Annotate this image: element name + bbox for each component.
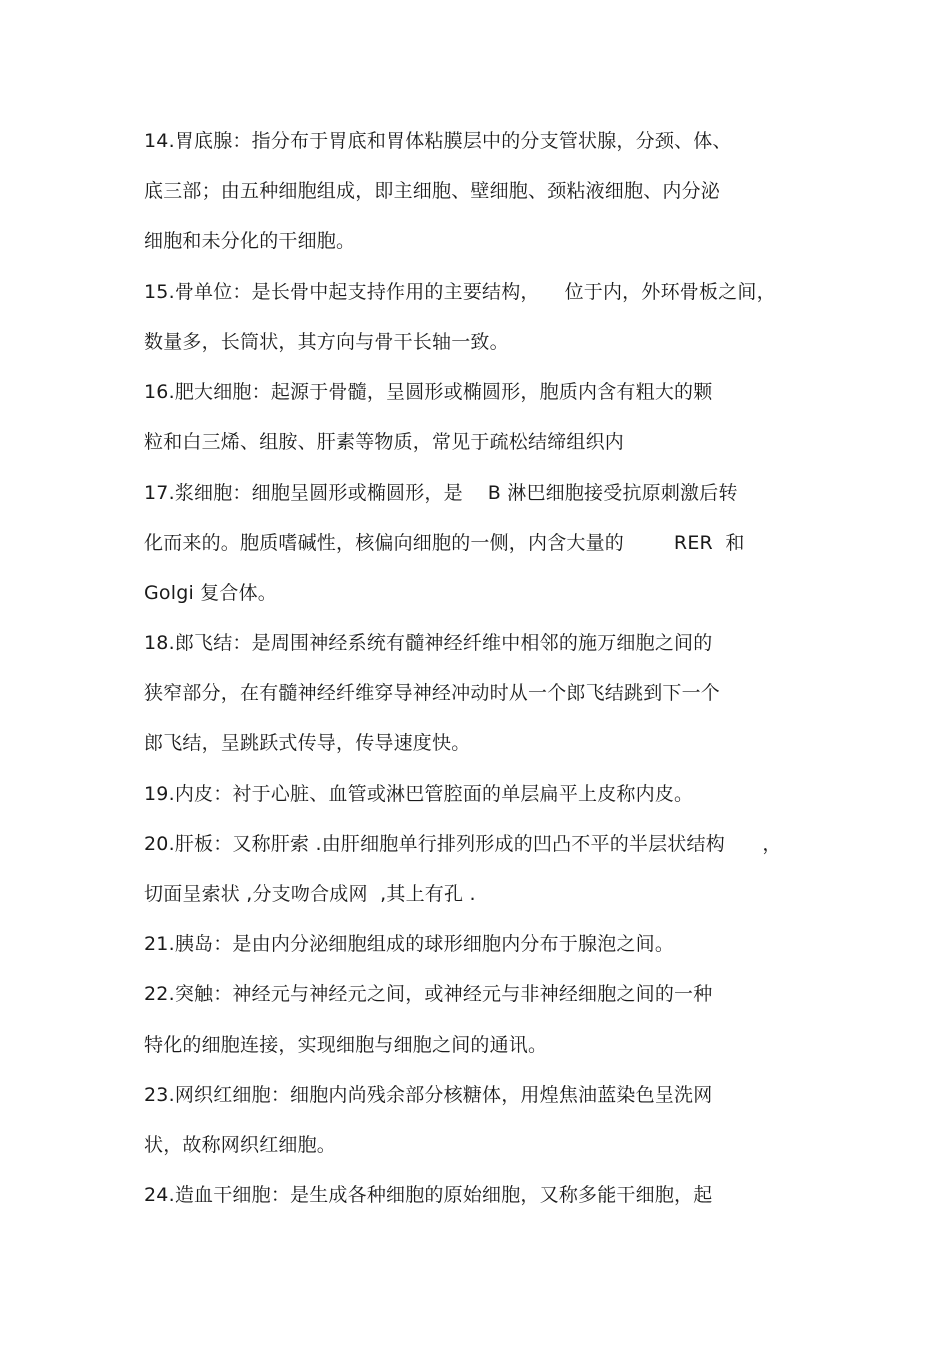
text-line: 化而来的。胞质嗜碱性，核偏向细胞的一侧，内含大量的 RER 和 bbox=[144, 532, 745, 554]
text-line: 20.肝板：又称肝索 .由肝细胞单行排列形成的凹凸不平的半层状结构 ， bbox=[144, 833, 782, 855]
text-line: 数量多，长筒状，其方向与骨干长轴一致。 bbox=[144, 331, 509, 353]
text-line: 切面呈索状 ,分支吻合成网 ,其上有孔 . bbox=[144, 883, 476, 905]
text-line: Golgi 复合体。 bbox=[144, 582, 278, 604]
text-line: 状，故称网织红细胞。 bbox=[144, 1134, 337, 1156]
text-line: 17.浆细胞：细胞呈圆形或椭圆形，是 B 淋巴细胞接受抗原刺激后转 bbox=[144, 482, 738, 504]
text-line: 19.内皮：衬于心脏、血管或淋巴管腔面的单层扁平上皮称内皮。 bbox=[144, 783, 694, 805]
text-line: 18.郎飞结：是周围神经系统有髓神经纤维中相邻的施万细胞之间的 bbox=[144, 632, 713, 654]
text-line: 14.胃底腺：指分布于胃底和胃体粘膜层中的分支管状腺，分颈、体、 bbox=[144, 130, 732, 152]
text-line: 21.胰岛：是由内分泌细胞组成的球形细胞内分布于腺泡之间。 bbox=[144, 933, 675, 955]
text-line: 24.造血干细胞：是生成各种细胞的原始细胞，又称多能干细胞，起 bbox=[144, 1184, 713, 1206]
text-line: 狭窄部分，在有髓神经纤维穿导神经冲动时从一个郎飞结跳到下一个 bbox=[144, 682, 721, 704]
text-line: 底三部；由五种细胞组成，即主细胞、壁细胞、颈粘液细胞、内分泌 bbox=[144, 180, 721, 202]
text-line: 特化的细胞连接，实现细胞与细胞之间的通讯。 bbox=[144, 1034, 548, 1056]
text-line: 23.网织红细胞：细胞内尚残余部分核糖体，用煌焦油蓝染色呈洗网 bbox=[144, 1084, 713, 1106]
text-line: 22.突触：神经元与神经元之间，或神经元与非神经细胞之间的一种 bbox=[144, 983, 713, 1005]
text-line: 郎飞结，呈跳跃式传导，传导速度快。 bbox=[144, 732, 471, 754]
text-line: 细胞和未分化的干细胞。 bbox=[144, 230, 356, 252]
text-line: 16.肥大细胞：起源于骨髓，呈圆形或椭圆形，胞质内含有粗大的颗 bbox=[144, 381, 713, 403]
text-line: 15.骨单位：是长骨中起支持作用的主要结构， 位于内，外环骨板之间， bbox=[144, 281, 776, 303]
text-line: 粒和白三烯、组胺、肝素等物质，常见于疏松结缔组织内 bbox=[144, 431, 625, 453]
